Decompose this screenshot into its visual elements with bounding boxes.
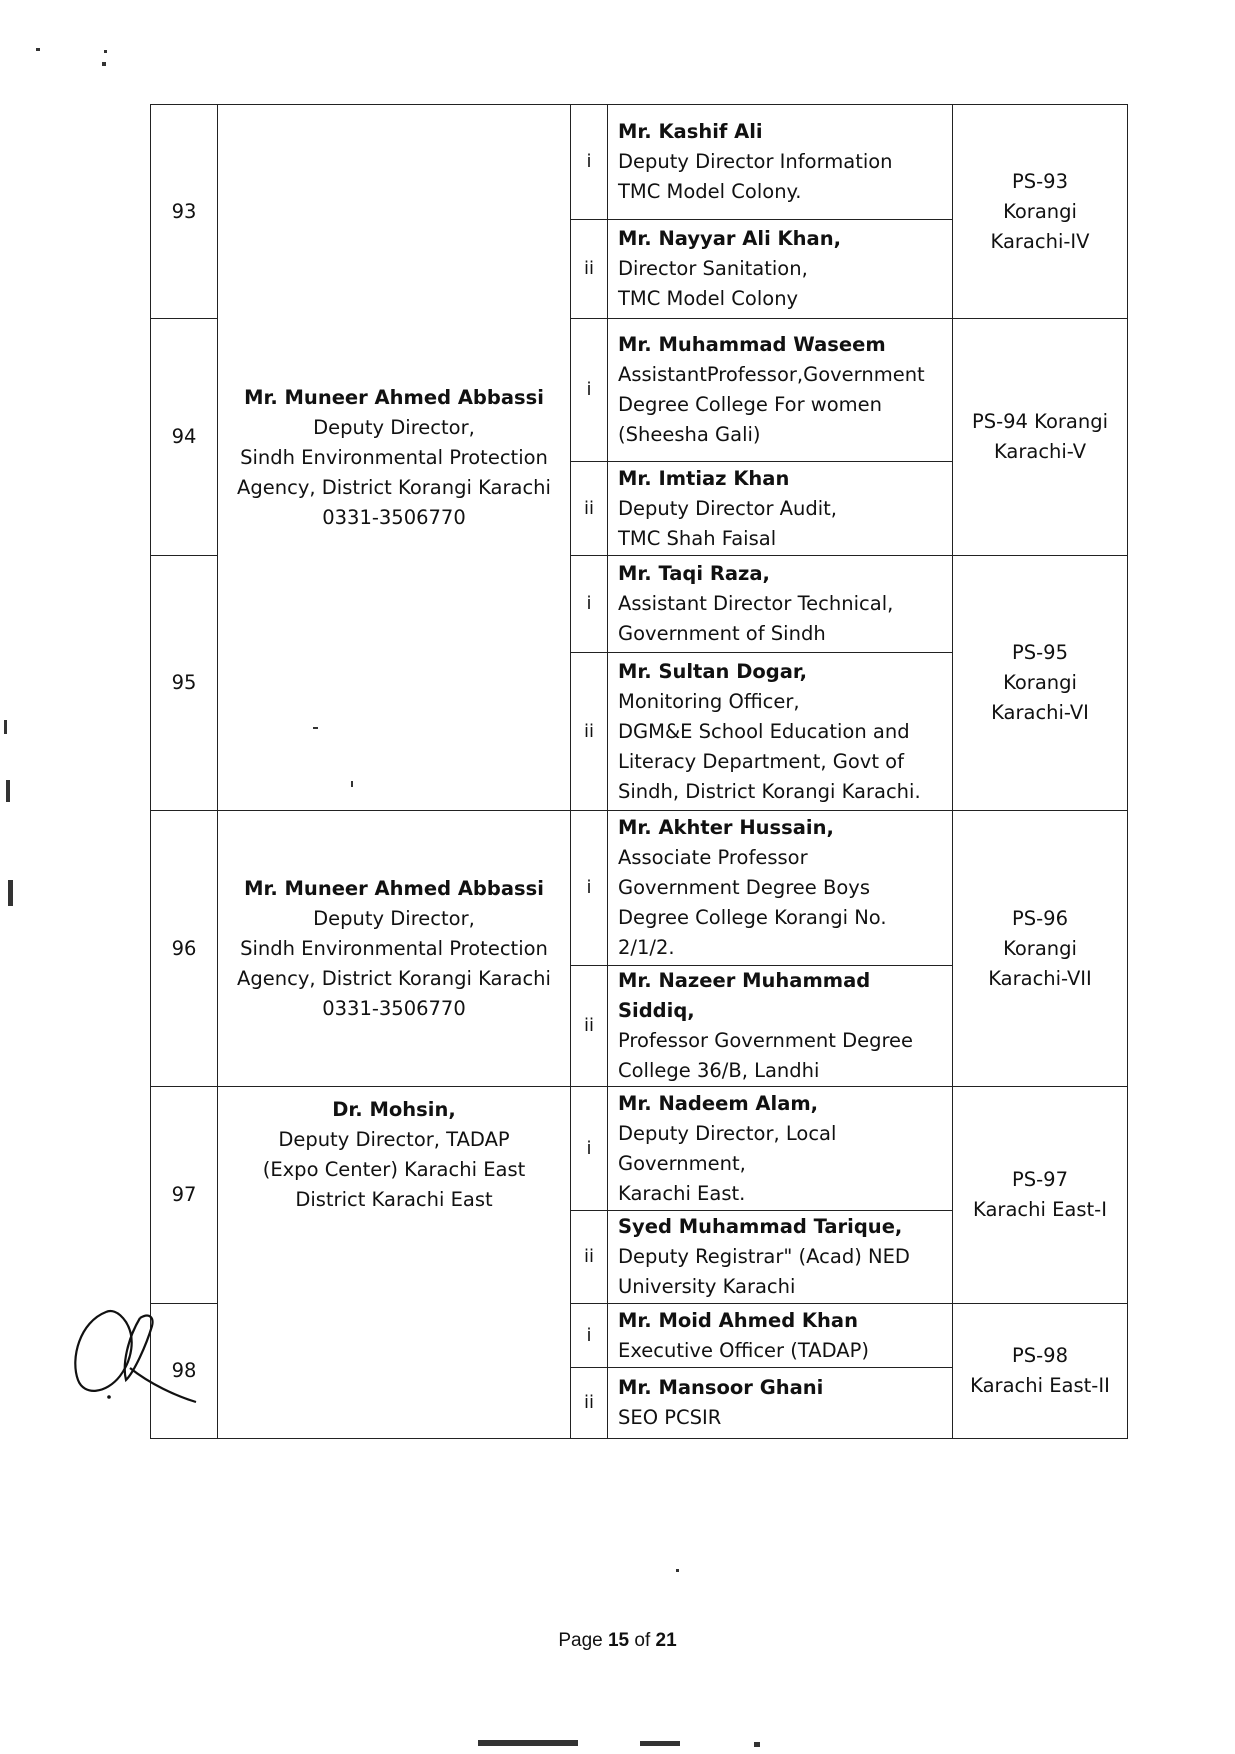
scan-speck xyxy=(8,880,13,906)
presiding-officer-cell: Mr. Muneer Ahmed Abbassi Deputy Director, Sindh Environmental Protection Agency, District Korangi Karachi 0331-3506770 xyxy=(218,105,571,811)
presiding-officer-cell: Mr. Muneer Ahmed Abbassi Deputy Director, Sindh Environmental Protection Agency, District Korangi Karachi 0331-3506770 xyxy=(218,811,571,1087)
member-cell: Mr. Imtiaz Khan Deputy Director Audit, TMC Shah Faisal xyxy=(608,462,953,556)
member-index: ii xyxy=(571,220,608,319)
member-name: Mr. Nazeer Muhammad Siddiq, xyxy=(618,969,871,1022)
serial-number: 95 xyxy=(151,556,218,811)
scan-smudge xyxy=(478,1740,578,1746)
member-cell: Mr. Sultan Dogar, Monitoring Officer, DGM&E School Education and Literacy Department, Govt of Sindh, District Korangi Karachi. xyxy=(608,653,953,811)
member-index: ii xyxy=(571,653,608,811)
member-name: Mr. Imtiaz Khan xyxy=(618,466,790,490)
member-index: ii xyxy=(571,1211,608,1304)
officer-name: Mr. Muneer Ahmed Abbassi xyxy=(244,876,544,900)
member-cell: Mr. Akhter Hussain, Associate Professor Government Degree Boys Degree College Korangi No. 2/1/2. xyxy=(608,811,953,966)
scan-speck xyxy=(351,781,353,787)
scan-speck xyxy=(754,1742,760,1747)
duty-roster-table xyxy=(150,104,1128,1439)
member-name: Mr. Kashif Ali xyxy=(618,120,763,143)
member-cell: Mr. Muhammad Waseem AssistantProfessor,Government Degree College For women (Sheesha Gali) xyxy=(608,319,953,462)
polling-station-cell: PS-95 Korangi Karachi-VI xyxy=(953,556,1128,811)
member-name: Mr. Mansoor Ghani xyxy=(618,1376,824,1399)
member-cell: Mr. Taqi Raza, Assistant Director Technical, Government of Sindh xyxy=(608,556,953,653)
member-cell: Mr. Nadeem Alam, Deputy Director, Local Government, Karachi East. xyxy=(608,1087,953,1211)
member-index: i xyxy=(571,105,608,220)
serial-number: 93 xyxy=(151,105,218,319)
member-cell: Mr. Nazeer Muhammad Siddiq, Professor Government Degree College 36/B, Landhi xyxy=(608,966,953,1087)
member-name: Mr. Nadeem Alam, xyxy=(618,1091,819,1115)
table-row xyxy=(151,1087,1128,1211)
member-name: Mr. Muhammad Waseem xyxy=(618,333,886,356)
scan-speck xyxy=(104,50,107,53)
serial-number: 94 xyxy=(151,319,218,556)
table-row xyxy=(151,105,1128,220)
member-index: ii xyxy=(571,1368,608,1439)
member-index: i xyxy=(571,1087,608,1211)
polling-station-cell: PS-98 Karachi East-II xyxy=(953,1304,1128,1439)
member-cell: Mr. Kashif Ali Deputy Director Information TMC Model Colony. xyxy=(608,105,953,220)
member-index: i xyxy=(571,1304,608,1368)
scan-smudge xyxy=(640,1741,680,1746)
scan-speck xyxy=(676,1569,679,1572)
member-name: Mr. Taqi Raza, xyxy=(618,562,770,585)
serial-number: 96 xyxy=(151,811,218,1087)
member-name: Mr. Sultan Dogar, xyxy=(618,659,808,683)
member-index: i xyxy=(571,556,608,653)
polling-station-cell: PS-93 Korangi Karachi-IV xyxy=(953,105,1128,319)
member-name: Mr. Nayyar Ali Khan, xyxy=(618,227,841,250)
member-name: Mr. Moid Ahmed Khan xyxy=(618,1308,858,1332)
polling-station-cell: PS-96 Korangi Karachi-VII xyxy=(953,811,1128,1087)
scan-speck xyxy=(36,48,40,51)
scan-speck xyxy=(102,62,106,66)
serial-number: 98 xyxy=(151,1304,218,1439)
scan-speck xyxy=(4,720,7,734)
member-cell: Syed Muhammad Tarique, Deputy Registrar" (Acad) NED University Karachi xyxy=(608,1211,953,1304)
presiding-officer-cell: Dr. Mohsin, Deputy Director, TADAP (Expo Center) Karachi East District Karachi East xyxy=(218,1087,571,1439)
member-index: i xyxy=(571,319,608,462)
member-index: ii xyxy=(571,462,608,556)
table-row xyxy=(151,811,1128,966)
member-cell: Mr. Nayyar Ali Khan, Director Sanitation, TMC Model Colony xyxy=(608,220,953,319)
serial-number: 97 xyxy=(151,1087,218,1304)
scan-speck xyxy=(6,780,10,802)
polling-station-cell: PS-94 Korangi Karachi-V xyxy=(953,319,1128,556)
officer-name: Mr. Muneer Ahmed Abbassi xyxy=(244,385,544,409)
member-cell: Mr. Moid Ahmed Khan Executive Officer (TADAP) xyxy=(608,1304,953,1368)
member-index: i xyxy=(571,811,608,966)
officer-name: Dr. Mohsin, xyxy=(332,1098,456,1121)
member-cell: Mr. Mansoor Ghani SEO PCSIR xyxy=(608,1368,953,1439)
polling-station-cell: PS-97 Karachi East-I xyxy=(953,1087,1128,1304)
page-number: Page 15 of 21 xyxy=(558,1630,677,1651)
member-name: Mr. Akhter Hussain, xyxy=(618,816,834,839)
member-name: Syed Muhammad Tarique, xyxy=(618,1215,903,1238)
handwritten-initials xyxy=(66,1298,216,1408)
member-index: ii xyxy=(571,966,608,1087)
scan-speck xyxy=(313,727,318,729)
